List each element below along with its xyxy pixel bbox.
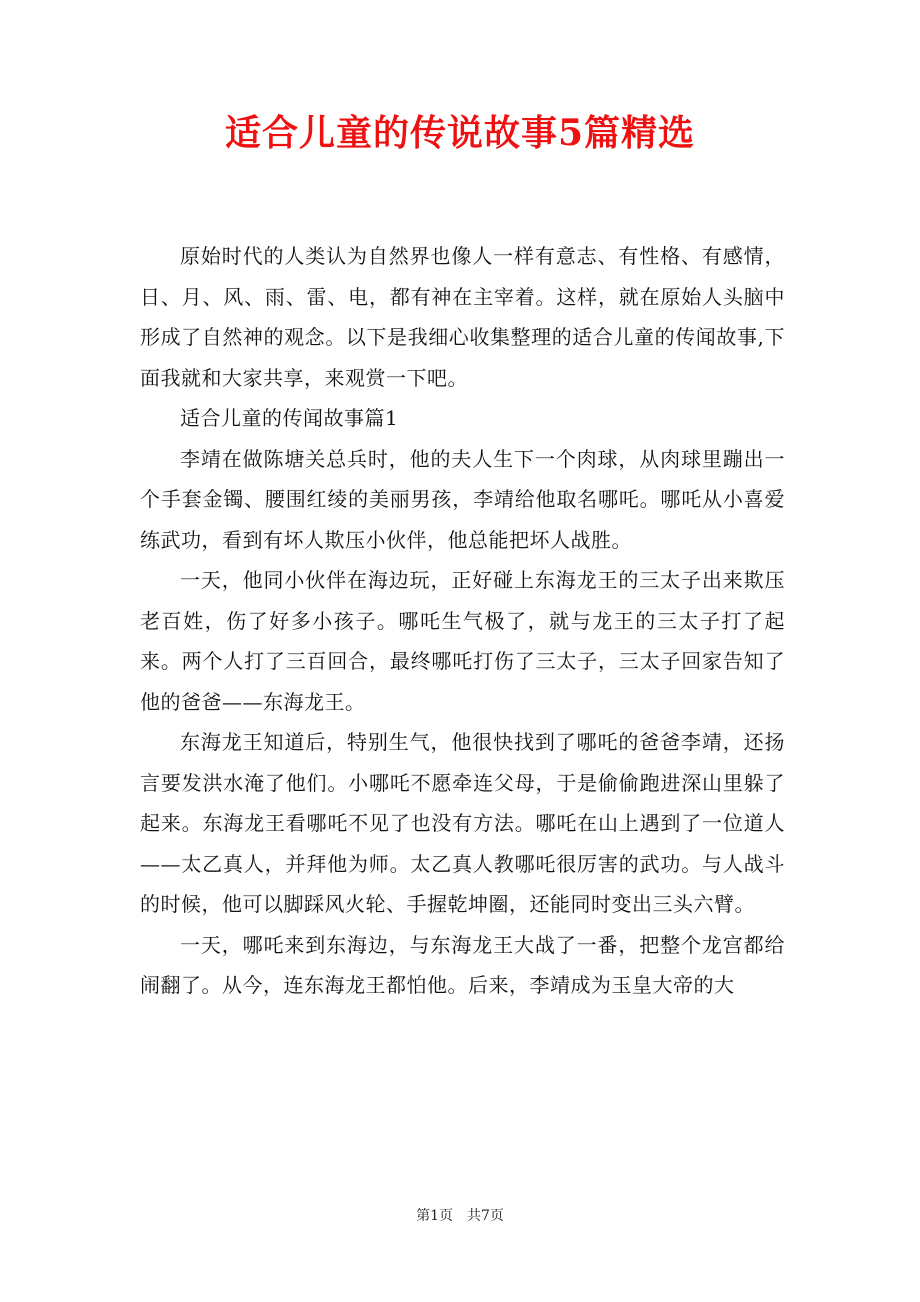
page-total: 共7页 [467,1208,504,1224]
section-heading-story-1: 适合儿童的传闻故事篇1 [180,406,399,430]
paragraph-dragon-king-anger: 东海龙王知道后，特别生气，他很快找到了哪吒的爸爸李靖，还扬言要发洪水淹了他们。小哪吒不愿牵连父母，于是偷偷跑进深山里躲了起来。东海龙王看哪吒不见了也没有方法。哪吒在山上遇到了一位道人——太乙真人，并拜他为师。太乙真人教哪吒很厉害的武功。与人战斗的时候，他可以脚踩风火轮、手握乾坤圈，还能同时变出三头六臂。 [140,730,785,916]
paragraph-dragon-palace: 一天，哪吒来到东海边，与东海龙王大战了一番，把整个龙宫都给闹翻了。从今，连东海龙王都怕他。后来，李靖成为玉皇大帝的大 [140,932,785,997]
paragraph-seaside-fight: 一天，他同小伙伴在海边玩，正好碰上东海龙王的三太子出来欺压老百姓，伤了好多小孩子。哪吒生气极了，就与龙王的三太子打了起来。两个人打了三百回合，最终哪吒打伤了三太子，三太子回家告知了他的爸爸——东海龙王。 [140,568,785,714]
page-footer [0,1206,920,1226]
document-title: 适合儿童的传说故事5篇精选 [224,112,696,154]
paragraph-nezha-birth: 李靖在做陈塘关总兵时，他的夫人生下一个肉球，从肉球里蹦出一个手套金镯、腰围红绫的美丽男孩，李靖给他取名哪吒。哪吒从小喜爱练武功，看到有坏人欺压小伙伴，他总能把坏人战胜。 [140,446,785,552]
document-body [140,236,785,1006]
page-number: 第1页 [416,1208,453,1224]
paragraph-intro: 原始时代的人类认为自然界也像人一样有意志、有性格、有感情，日、月、风、雨、雷、电，都有神在主宰着。这样，就在原始人头脑中形成了自然神的观念。以下是我细心收集整理的适合儿童的传闻故事,下面我就和大家共享，来观赏一下吧。 [140,244,785,390]
